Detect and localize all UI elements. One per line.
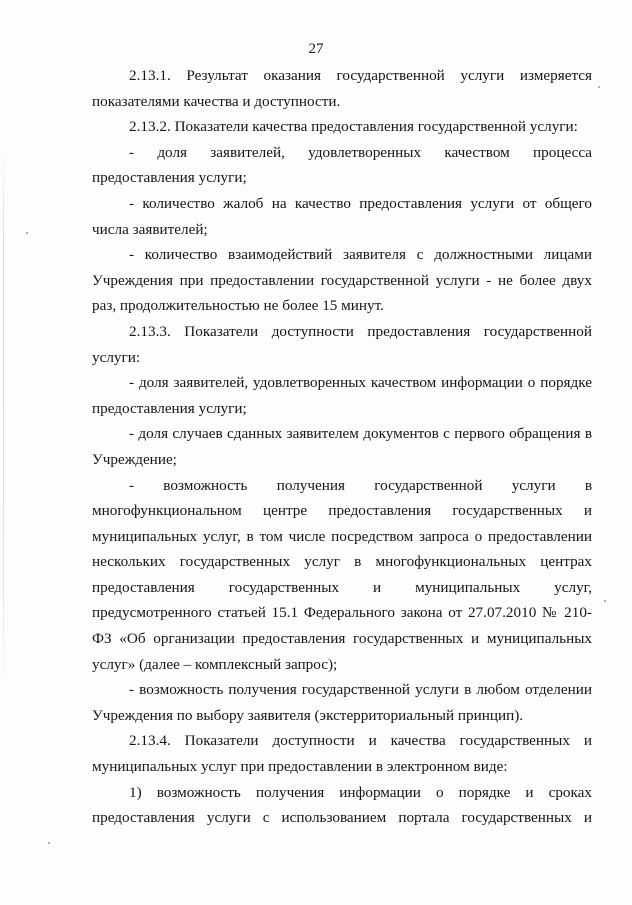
list-item-complaints: - количество жалоб на качество предоставления услуги от общего числа заявителей;	[92, 194, 592, 238]
list-item-first-submission: - доля случаев сданных заявителем документов с первого обращения в Учреждение;	[92, 425, 592, 468]
paragraph-2-13-4-heading: 2.13.4. Показатели доступности и качества государственных и муниципальных услуг при предоставлении в электронном виде:	[92, 732, 592, 776]
scan-speck	[26, 232, 28, 234]
scan-speck	[48, 842, 50, 844]
page-number: 27	[308, 41, 324, 57]
list-item-mfc: - возможность получения государственной услуги в многофункциональном центре предоставления государственных и муниципальных услуг, в том числе посредством запроса о предоставлении нескольких государственных услуг в многофункциональных центрах предоставления государственных и муниципальных услуг, предусмотренного статьей 15.1 Федерального закона от 27.07.2010 № 210-ФЗ «Об организации предоставления государственных и муниципальных услуг» (далее – комплексный запрос);	[92, 476, 592, 673]
list-item-portal-information: 1) возможность получения информации о порядке и сроках предоставления услуги с использованием портала государственных и	[92, 783, 592, 827]
scan-speck	[598, 86, 600, 88]
paragraph-2-13-2-heading: 2.13.2. Показатели качества предоставления государственной услуги:	[129, 118, 578, 136]
list-item-extraterritorial: - возможность получения государственной услуги в любом отделении Учреждения по выбору заявителя (экстерриториальный принцип).	[92, 681, 592, 724]
scan-edge-mark	[3, 140, 4, 700]
paragraph-2-13-3-heading: 2.13.3. Показатели доступности предоставления государственной услуги:	[92, 322, 592, 366]
list-item-information-quality: - доля заявителей, удовлетворенных качеством информации о порядке предоставления услуги;	[92, 374, 592, 417]
scan-speck	[604, 600, 606, 602]
document-body	[92, 63, 592, 831]
list-item-satisfied-applicants: - доля заявителей, удовлетворенных качеством процесса предоставления услуги;	[92, 143, 592, 187]
paragraph-2-13-1: 2.13.1. Результат оказания государственной услуги измеряется показателями качества и доступности.	[92, 67, 592, 110]
list-item-interactions: - количество взаимодействий заявителя с должностными лицами Учреждения при предоставлении государственной услуги - не более двух раз, продолжительностью не более 15 минут.	[92, 246, 592, 315]
